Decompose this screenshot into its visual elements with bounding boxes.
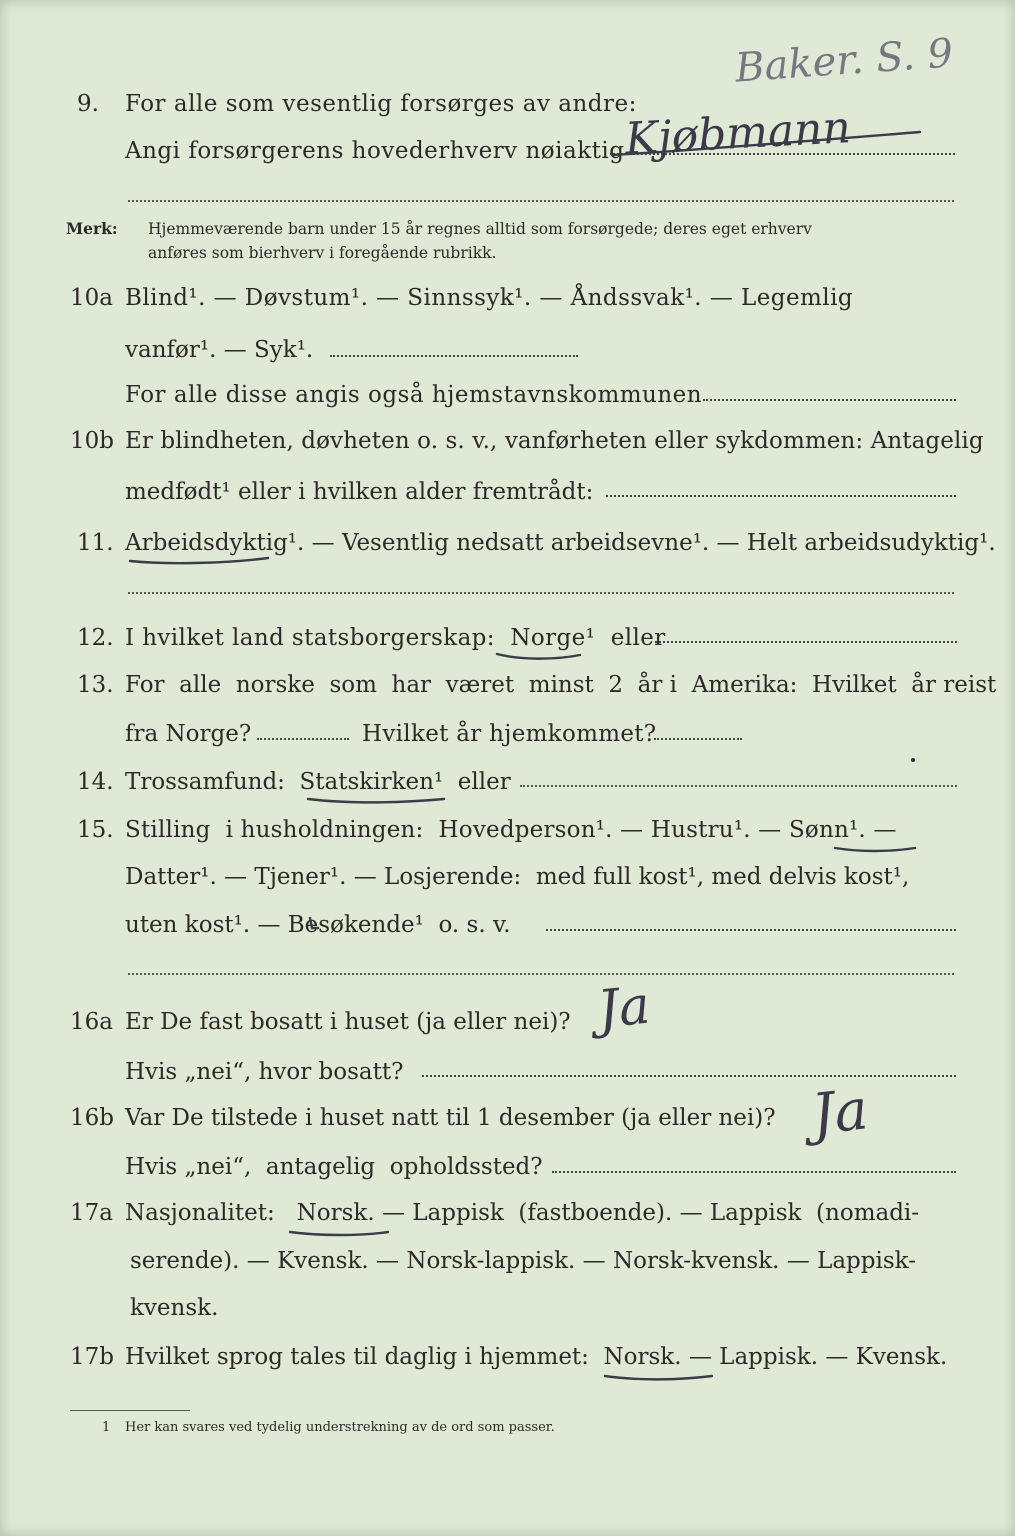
underline-norge (497, 654, 580, 659)
ink-dot (911, 758, 915, 762)
q17a-line1: Nasjonalitet: Norsk. — Lappisk (fastboende). — Lappisk (nomadi- (125, 1200, 920, 1226)
q16b-line2: Hvis „nei“, antagelig opholdssted? (125, 1154, 543, 1180)
q14-line1: Trossamfund: Statskirken¹ eller (125, 769, 511, 795)
q15-line3: uten kost¹. — Besøkende¹ o. s. v. (125, 912, 511, 938)
tick-mark-besokende (310, 918, 318, 928)
q11-number: 11. (77, 530, 114, 556)
q13-line1: For alle norske som har været minst 2 år i Amerika: Hvilket år reist (125, 672, 997, 698)
q17a-line3: kvensk. (130, 1295, 219, 1321)
q15-number: 15. (77, 817, 114, 843)
q9-number: 9. (77, 91, 99, 117)
q16b-handwritten-answer: Ja (808, 1077, 872, 1148)
q16b-number: 16b (70, 1105, 114, 1131)
corner-handwritten-note: Baker. S. 9 (733, 30, 955, 92)
q13-number: 13. (77, 672, 114, 698)
q15-line1: Stilling i husholdningen: Hovedperson¹. — Hustru¹. — Sønn¹. — (125, 817, 897, 843)
q17a-number: 17a (70, 1200, 113, 1226)
q15-line2: Datter¹. — Tjener¹. — Losjerende: med full kost¹, med delvis kost¹, (125, 864, 910, 890)
q10a-number: 10a (70, 285, 113, 311)
q17a-line2: serende). — Kvensk. — Norsk-lappisk. — Norsk-kvensk. — Lappisk- (130, 1248, 916, 1274)
q12-number: 12. (77, 625, 114, 651)
q13-line2b: Hvilket år hjemkommet? (362, 721, 657, 747)
q10b-number: 10b (70, 428, 114, 454)
footnote-mark: 1 (102, 1420, 111, 1435)
q12-line1: I hvilket land statsborgerskap: Norge¹ eller (125, 625, 666, 651)
q16b-line1: Var De tilstede i huset natt til 1 desember (ja eller nei)? (125, 1105, 776, 1131)
q10a-line1: Blind¹. — Døvstum¹. — Sinnssyk¹. — Åndssvak¹. — Legemlig (125, 285, 854, 311)
q13-line2a: fra Norge? (125, 721, 252, 747)
q16a-handwritten-answer: Ja (595, 975, 653, 1041)
merk-line1: Hjemmeværende barn under 15 år regnes alltid som forsørgede; deres eget erhverv (148, 220, 812, 238)
underline-sonn (835, 848, 915, 851)
merk-label: Merk: (66, 219, 118, 238)
underline-arbeidsdyktig (130, 558, 268, 563)
q16a-line1: Er De fast bosatt i huset (ja eller nei)? (125, 1009, 571, 1035)
q9-line2: Angi forsørgerens hovederhverv nøiaktig (125, 138, 625, 164)
q16a-line2: Hvis „nei“, hvor bosatt? (125, 1059, 404, 1085)
underline-statskirken (308, 799, 444, 802)
underline-kjobmann-flourish (612, 132, 920, 155)
q17b-line1: Hvilket sprog tales til daglig i hjemmet: Norsk. — Lappisk. — Kvensk. (125, 1344, 948, 1370)
underline-norsk-17a (290, 1232, 388, 1235)
q11-line1: Arbeidsdyktig¹. — Vesentlig nedsatt arbeidsevne¹. — Helt arbeidsudyktig¹. (125, 530, 996, 556)
q16a-number: 16a (70, 1009, 113, 1035)
q9-line1: For alle som vesentlig forsørges av andre: (125, 91, 637, 117)
q10a-line2: vanfør¹. — Syk¹. (125, 337, 314, 363)
q10b-line2: medfødt¹ eller i hvilken alder fremtrådt: (125, 479, 594, 505)
underline-norsk-17b (605, 1376, 712, 1379)
q10a-line3: For alle disse angis også hjemstavnskommunen (125, 382, 703, 408)
q10b-line1: Er blindheten, døvheten o. s. v., vanførheten eller sykdommen: Antagelig (125, 428, 984, 454)
q9-handwritten-answer: Kjøbmann (623, 102, 852, 165)
q14-number: 14. (77, 769, 114, 795)
footnote-text: Her kan svares ved tydelig understrekning av de ord som passer. (125, 1420, 555, 1435)
q17b-number: 17b (70, 1344, 114, 1370)
merk-line2: anføres som bierhverv i foregående rubrikk. (148, 244, 497, 262)
